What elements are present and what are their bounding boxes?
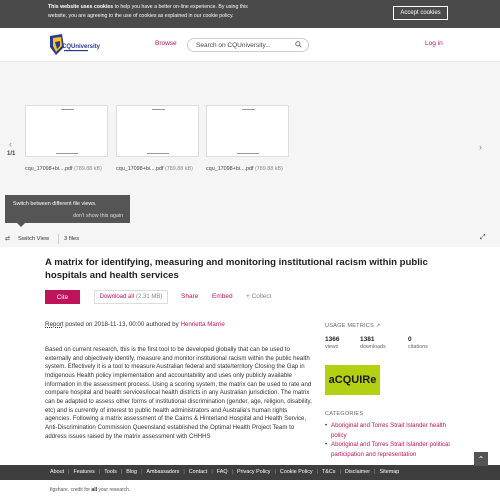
cquniversity-logo[interactable] <box>48 33 101 57</box>
footer-link-privacy[interactable]: Privacy Policy <box>236 469 271 475</box>
footer-link-about[interactable]: About <box>50 469 65 475</box>
categories-list <box>325 421 450 459</box>
downloads-metric: 1381 downloads <box>360 336 386 350</box>
footer-link-tools[interactable]: Tools <box>104 469 117 475</box>
footer-link-blog[interactable]: Blog <box>126 469 137 475</box>
footer-link-sitemap[interactable]: Sitemap <box>379 469 400 475</box>
footer-link-contact[interactable]: Contact <box>188 469 208 475</box>
divider <box>58 234 59 244</box>
search-input[interactable] <box>187 38 309 52</box>
search-placeholder: Search on CQUniversity... <box>196 42 271 49</box>
categories-heading: CATEGORIES <box>325 411 364 417</box>
tooltip-text: Switch between different file views. <box>13 201 97 207</box>
browse-link[interactable]: Browse <box>155 40 177 47</box>
switch-view-icon[interactable]: ⇄ <box>5 236 11 242</box>
file-thumbnail[interactable] <box>116 105 199 157</box>
cookie-text-rest: to help you have a better on-line experience. By using this <box>113 4 248 10</box>
acquire-logo[interactable]: aCQUIRe <box>325 365 380 395</box>
external-link-icon[interactable]: ↗ <box>375 323 381 329</box>
scroll-to-top-icon[interactable]: ⌃ <box>474 452 488 466</box>
citations-metric: 0 citations <box>408 336 428 350</box>
accept-cookies-button[interactable]: Accept cookies <box>393 6 448 20</box>
posted-text: posted on 2018-11-13, 00:00 authored by <box>63 321 181 328</box>
file-label[interactable]: cqu_17098+bi....pdf (789.88 kB) <box>116 166 193 172</box>
page-title: A matrix for identifying, measuring and monitoring institutional racism within public hospitals and health services <box>45 257 428 281</box>
usage-metrics-heading[interactable] <box>325 323 381 329</box>
figshare-brand[interactable]: figshare <box>50 487 68 493</box>
switch-view-button[interactable]: Switch View <box>18 236 50 242</box>
download-label: Download all <box>99 294 134 300</box>
embed-button[interactable]: Embed <box>212 293 233 300</box>
footer-link-terms[interactable]: T&Cs <box>322 469 336 475</box>
file-label[interactable]: cqu_17098+bi....pdf (789.88 kB) <box>25 166 102 172</box>
collect-button[interactable]: + Collect <box>246 293 272 300</box>
chevron-right-icon[interactable]: › <box>479 142 482 152</box>
footer-link-disclaimer[interactable]: Disclaimer <box>344 469 371 475</box>
logo-text: CQUniversity <box>62 44 101 50</box>
switch-view-tooltip <box>5 195 130 223</box>
cookie-text-line2: website, you are agreeing to the use of cookies as explained in our cookie policy. <box>48 13 234 19</box>
download-all-button[interactable] <box>94 290 168 304</box>
share-button[interactable]: Share <box>181 293 199 300</box>
description: Based on current research, this is the first tool to be developed globally that can be used to externally and objectively identify, measure and monitor institutional racism within the public health system. Effectively it is a tool to measure Australian federal and state/territory Closing the Gap in Indigenous Health policy implementation and accountability and uses only publicly available information in the assessment process. Using a scoring system, the matrix can be used to rate and compare hospital and health services/local health districts in any Australian jurisdiction. The matrix can be adapted to assess other forms of institutional discrimination (gender, age, religion, disability, etc) and is currently of interest to public health administrators and Australia's human rights agencies. Following a matrix assessment of the Cairns & Hinterland Hospital and Health Service, Anti-Discrimination Commission Queensland established the Optimal Health Project Team to address issues raised by the matrix assessment with CHHHS <box>45 346 312 440</box>
files-count: 3 files <box>64 236 80 242</box>
login-link[interactable]: Log in <box>425 40 443 47</box>
footer-link-faq[interactable]: FAQ <box>216 469 228 475</box>
cookie-banner <box>0 0 500 28</box>
usage-metrics-label: USAGE METRICS <box>325 323 374 329</box>
footer-link-cookie-policy[interactable]: Cookie Policy <box>279 469 313 475</box>
footer-link-features[interactable]: Features <box>73 469 95 475</box>
site-footer <box>0 465 500 480</box>
page-indicator: 1/1 <box>7 151 16 157</box>
cookie-text-bold: This website uses cookies <box>48 4 114 10</box>
dont-show-again-link[interactable]: don't show this again <box>73 213 124 219</box>
posted-meta <box>45 321 225 328</box>
tooltip-arrow <box>17 223 25 227</box>
file-viewer <box>0 62 500 247</box>
item-type[interactable]: Report <box>45 321 64 328</box>
chevron-left-icon[interactable]: ‹ <box>9 139 12 149</box>
site-header <box>0 28 500 62</box>
cookie-text-line1 <box>48 3 452 12</box>
file-thumbnail[interactable] <box>25 105 108 157</box>
category-link[interactable]: • Aboriginal and Torres Strait Islander health policy <box>325 421 450 440</box>
figshare-credit: figshare. credit for all your research. <box>50 487 131 493</box>
views-metric: 1366 views <box>325 336 340 350</box>
footer-links: About | Features | Tools | Blog | Ambassadors | Contact | FAQ | Privacy Policy | Cookie Policy | T&Cs | Disclaimer | Sitemap <box>50 469 400 475</box>
file-thumbnail[interactable] <box>206 105 289 157</box>
viewer-toolbar <box>0 232 500 247</box>
download-size: (2.31 MB) <box>136 294 163 300</box>
category-link[interactable]: • Aboriginal and Torres Strait Islander political participation and representation <box>325 440 450 459</box>
expand-icon[interactable]: ⤢ <box>480 234 486 241</box>
author-link[interactable]: Henrietta Marrie <box>180 321 225 328</box>
cite-button[interactable]: Cite <box>45 290 80 304</box>
search-icon[interactable] <box>295 41 302 50</box>
footer-link-ambassadors[interactable]: Ambassadors <box>146 469 180 475</box>
file-label[interactable]: cqu_17098+bi....pdf (789.88 kB) <box>206 166 283 172</box>
